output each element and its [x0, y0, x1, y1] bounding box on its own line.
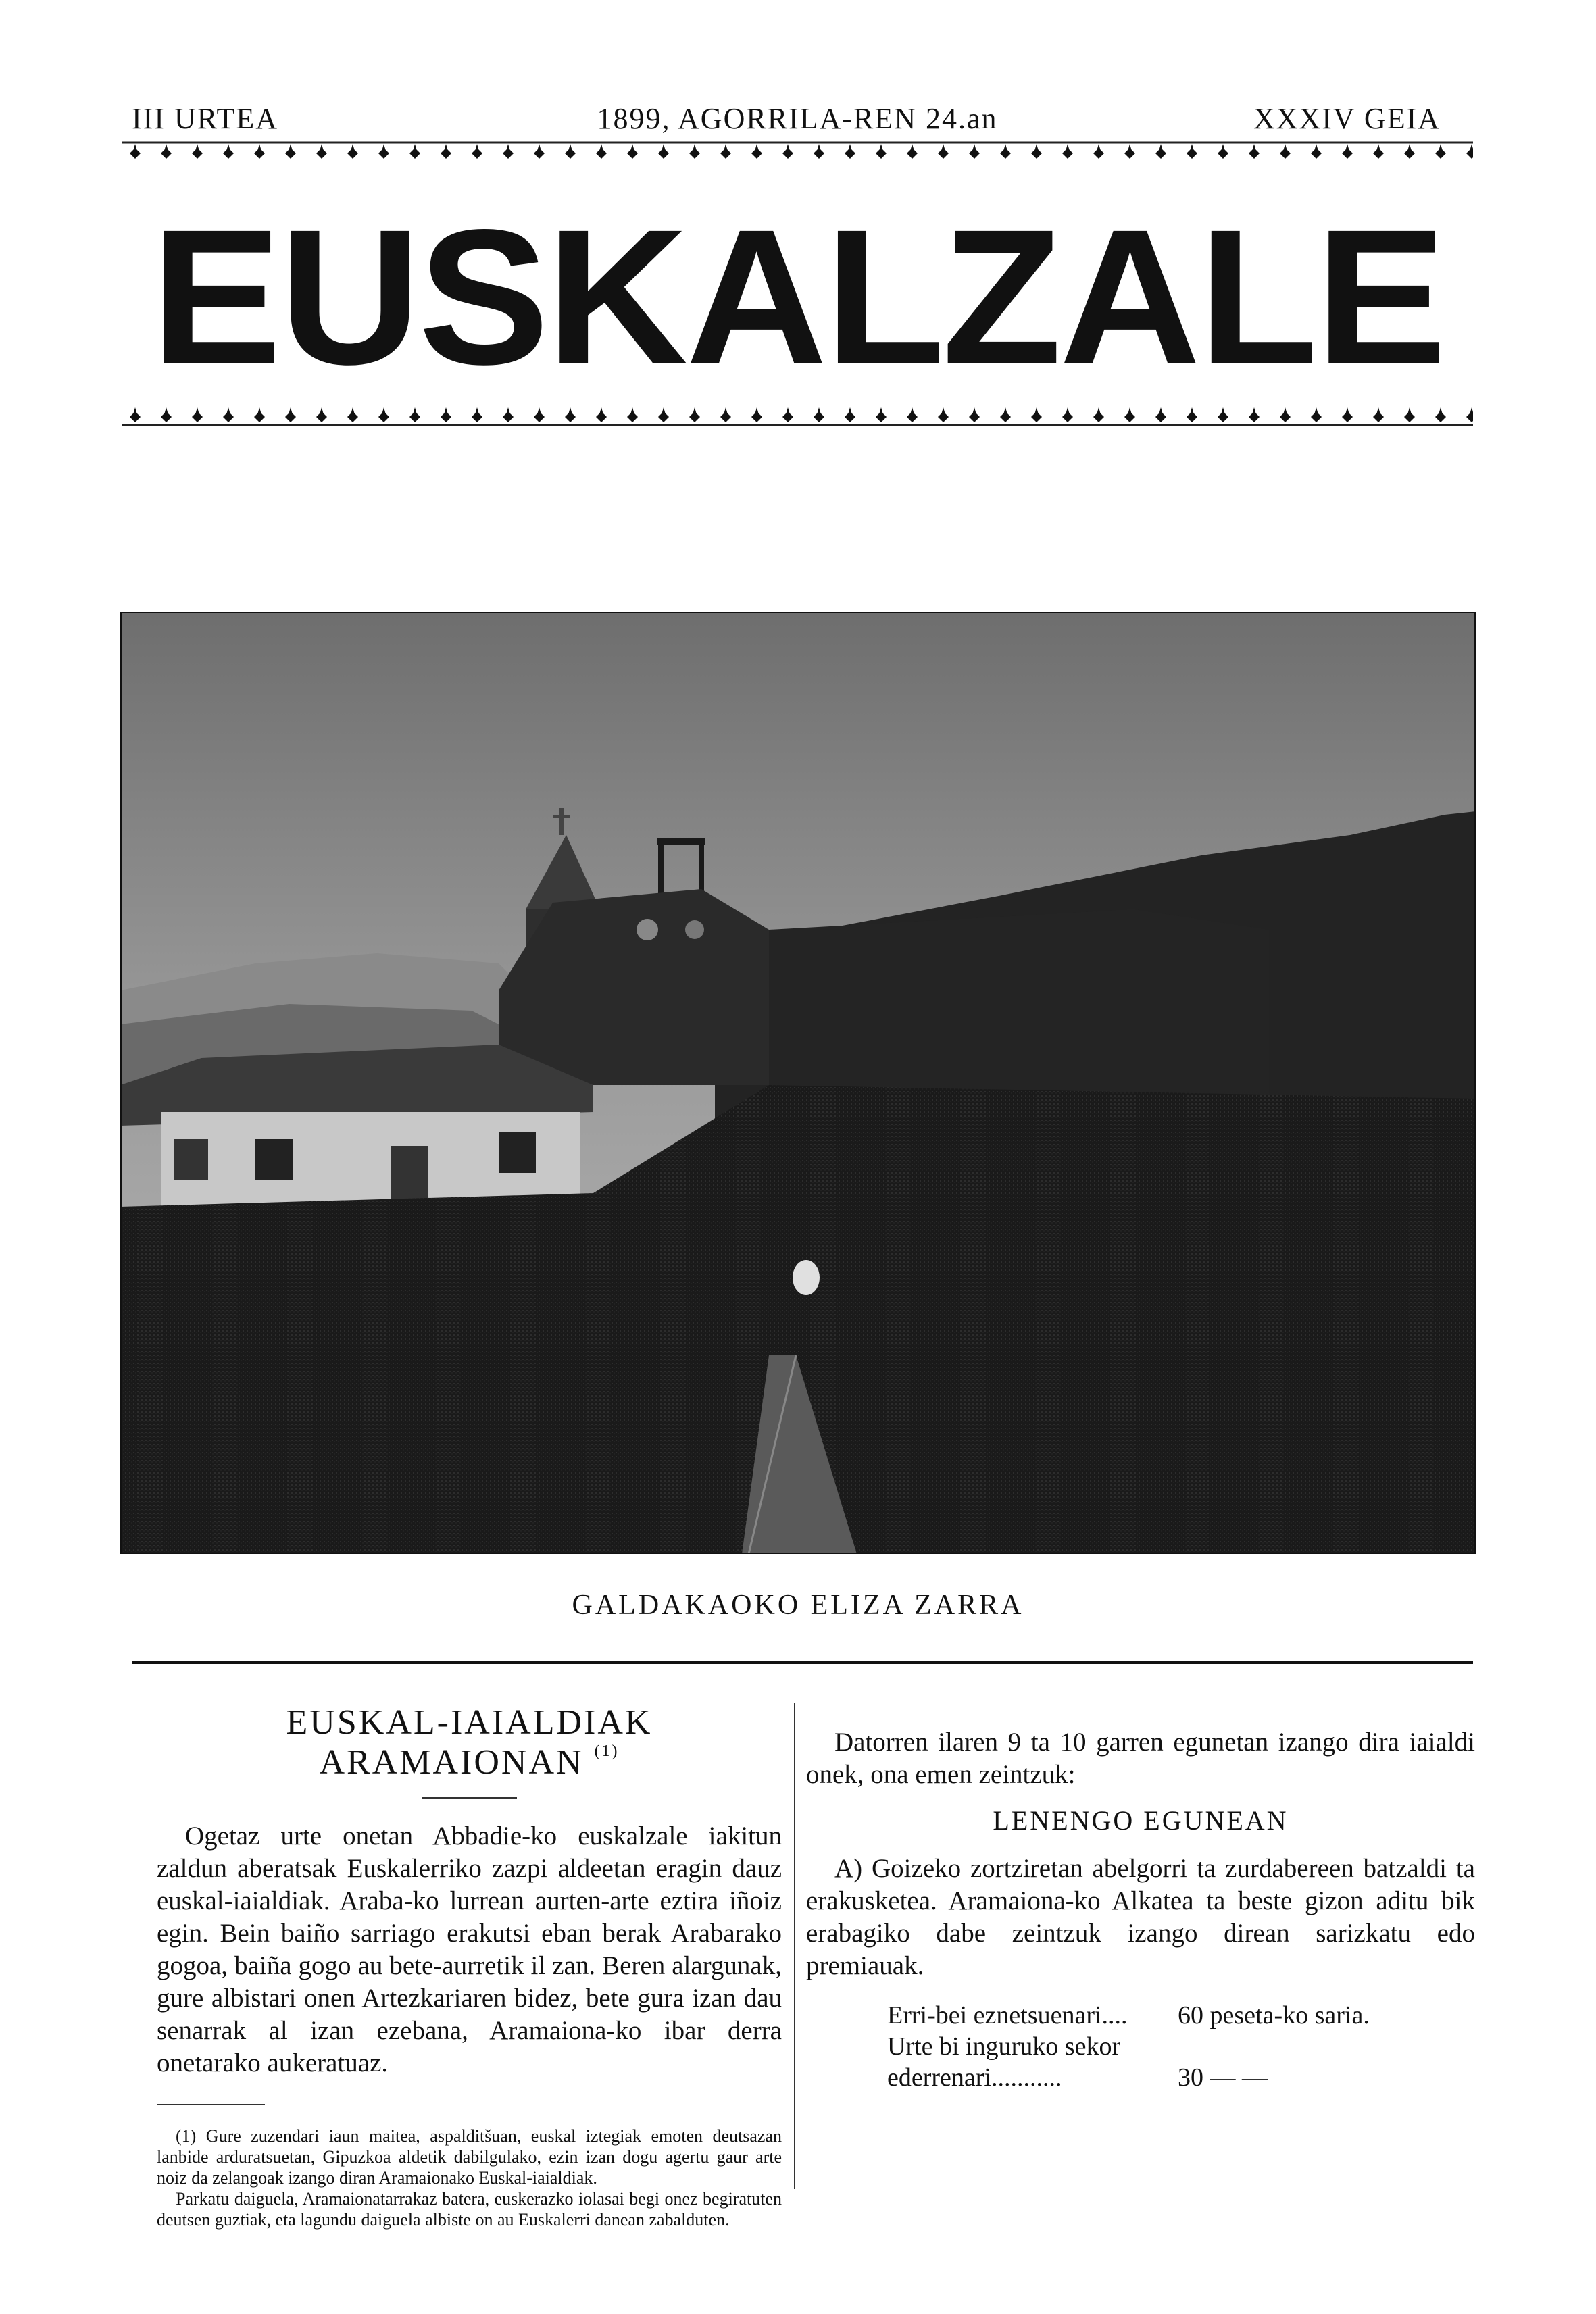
- ornament-glyph: [658, 144, 669, 159]
- ornament-glyph: [1342, 407, 1353, 422]
- ornament-glyph: [1093, 144, 1104, 159]
- ornament-glyph: [565, 407, 576, 422]
- ornament-glyph: [969, 144, 980, 159]
- ornament-glyph: [161, 144, 172, 159]
- ornament-glyph: [1373, 144, 1384, 159]
- ornament-glyph: [1000, 407, 1011, 422]
- ornament-glyph: [658, 407, 669, 422]
- ornament-glyph: [1218, 144, 1228, 159]
- ornament-glyph: [907, 407, 918, 422]
- left-column: [157, 1682, 782, 2230]
- ornament-glyph: [130, 144, 141, 159]
- volume-label: III URTEA: [132, 102, 278, 135]
- ornament-glyph: [876, 144, 887, 159]
- ornament-glyph: [1280, 407, 1291, 422]
- prize-label: ederrenari...........: [887, 2063, 1062, 2092]
- ornament-glyph: [1435, 144, 1446, 159]
- ornament-glyph: [534, 144, 545, 159]
- prize-label: Erri-bei eznetsuenari....: [887, 2001, 1128, 2030]
- ornament-glyph: [751, 407, 762, 422]
- ornament-glyph: [409, 407, 420, 422]
- ornament-glyph: [938, 144, 949, 159]
- ornament-glyph: [1249, 407, 1260, 422]
- ornament-glyph: [1404, 144, 1415, 159]
- ornament-glyph: [1249, 144, 1260, 159]
- ornament-glyph: [223, 144, 234, 159]
- ornament-glyph: [472, 144, 482, 159]
- ornament-glyph: [1031, 407, 1042, 422]
- ornament-glyph: [441, 144, 451, 159]
- prize-amount: 30 — —: [1178, 2063, 1268, 2092]
- ornament-glyph: [161, 407, 172, 422]
- ornament-glyph: [969, 407, 980, 422]
- ornament-glyph: [689, 144, 700, 159]
- ornament-glyph: [627, 144, 638, 159]
- ornament-glyph: [782, 144, 793, 159]
- ornament-glyph: [596, 144, 607, 159]
- ornament-glyph: [907, 144, 918, 159]
- ornament-glyph: [254, 407, 265, 422]
- ornament-glyph: [1031, 144, 1042, 159]
- issue-number: XXXIV GEIA: [1253, 102, 1441, 135]
- ornament-glyph: [1187, 407, 1197, 422]
- prize-label: Urte bi inguruko sekor: [887, 2032, 1121, 2061]
- ornament-glyph: [1404, 407, 1415, 422]
- ornament-glyph: [1311, 407, 1322, 422]
- section-divider: [132, 1661, 1473, 1664]
- ornament-glyph: [223, 407, 234, 422]
- ornament-glyph: [1218, 407, 1228, 422]
- ornament-glyph: [689, 407, 700, 422]
- ornament-glyph: [1155, 144, 1166, 159]
- ornament-glyph: [1062, 144, 1073, 159]
- ornament-glyph: [316, 407, 327, 422]
- ornament-glyph: [503, 407, 514, 422]
- ornament-glyph: [814, 144, 824, 159]
- ornament-glyph: [1466, 144, 1473, 159]
- ornament-glyph: [720, 407, 731, 422]
- ornament-glyph: [1311, 144, 1322, 159]
- ornament-glyph: [1093, 407, 1104, 422]
- ornament-glyph: [409, 144, 420, 159]
- ornament-glyph: [1155, 407, 1166, 422]
- article-subheading: LENENGO EGUNEAN: [993, 1805, 1289, 1836]
- ornament-glyph: [1124, 407, 1135, 422]
- article-paragraph-3: A) Goizeko zortziretan abelgorri ta zurdabereen batzaldi ta erakusketea. Aramaiona-ko Alkatea ta beste gizon aditu bik erabagiko dabe zeintzuk izango direan sarizkatu edo premiauak.: [806, 1854, 1475, 1980]
- article-title-text: EUSKAL-IAIALDIAK ARAMAIONAN: [286, 1703, 653, 1782]
- ornament-glyph: [285, 144, 296, 159]
- ornament-glyph: [347, 407, 358, 422]
- ornament-glyph: [627, 407, 638, 422]
- article-title: [157, 1703, 782, 1782]
- prize-amount: 60 peseta-ko saria.: [1178, 2001, 1370, 2030]
- ornament-glyph: [1187, 144, 1197, 159]
- ornament-glyph: [472, 407, 482, 422]
- photo-caption: GALDAKAOKO ELIZA ZARRA: [572, 1590, 1024, 1621]
- article-paragraph-2: Datorren ilaren 9 ta 10 garren egunetan izango dira iaialdi onek, ona emen zeintzuk:: [806, 1728, 1475, 1789]
- ornament-glyph: [378, 407, 389, 422]
- right-column: [806, 1726, 1475, 2093]
- column-divider: [794, 1703, 795, 2189]
- ornament-glyph: [845, 407, 855, 422]
- ornament-glyph: [534, 407, 545, 422]
- ornament-glyph: [1373, 407, 1384, 422]
- bottom-ornament-border: [122, 402, 1473, 429]
- footnote-rule: [157, 2104, 265, 2105]
- masthead-title: EUSKALZALE: [151, 190, 1444, 405]
- ornament-glyph: [1000, 144, 1011, 159]
- footnote-paragraph-2: Parkatu daiguela, Aramaionatarrakaz batera, euskerazko iolasai begi onez begiratuten deutsen guztiak, eta lagundu daiguela albiste on au Euskalerri danean zabalduten.: [157, 2189, 782, 2230]
- ornament-glyph: [130, 407, 141, 422]
- ornament-glyph: [441, 407, 451, 422]
- ornament-glyph: [596, 407, 607, 422]
- prize-row: [887, 2062, 1475, 2093]
- footnote-paragraph-1: (1) Gure zuzendari iaun maitea, aspalditšuan, euskal iztegiak emoten deutsazan lanbide arduratsuetan, Gipuzkoa aldetik dabilgulako, ezin izan dogu agertu gaur arte noiz da zelangoak izango diran Aramaionako Euskal-iaialdiak.: [157, 2126, 782, 2188]
- article-footnote-marker: (1): [594, 1742, 620, 1760]
- ornament-glyph: [782, 407, 793, 422]
- ornament-glyph: [1342, 144, 1353, 159]
- ornament-glyph: [285, 407, 296, 422]
- ornament-glyph: [565, 144, 576, 159]
- title-rule: [422, 1797, 517, 1799]
- ornament-glyph: [876, 407, 887, 422]
- ornament-glyph: [503, 144, 514, 159]
- ornament-glyph: [1280, 144, 1291, 159]
- ornament-glyph: [1124, 144, 1135, 159]
- ornament-glyph: [845, 144, 855, 159]
- prize-row: [887, 2031, 1475, 2062]
- ornament-glyph: [192, 144, 203, 159]
- prize-row: [887, 2000, 1475, 2031]
- ornament-glyph: [1062, 407, 1073, 422]
- ornament-glyph: [378, 144, 389, 159]
- ornament-glyph: [751, 144, 762, 159]
- church-photograph: [120, 612, 1476, 1554]
- ornament-glyph: [316, 144, 327, 159]
- ornament-glyph: [192, 407, 203, 422]
- ornament-glyph: [1466, 407, 1473, 422]
- ornament-glyph: [347, 144, 358, 159]
- top-ornament-border: [122, 139, 1473, 166]
- ornament-glyph: [814, 407, 824, 422]
- article-paragraph-1: Ogetaz urte onetan Abbadie-ko euskalzale iakitun zaldun aberatsak Euskalerriko zazpi aldeetan eragin dauz euskal-iaialdiak. Araba-ko lurrean aurten-arte eztira iñoiz egin. Bein baiño sarriago erakutsi eban berak Arabarako gogoa, baiña gogo au bete-aurretik il zan. Beren alargunak, gure albistari onen Artezkariaren bidez, bete gura izan dau senarrak al izan ezebana, Aramaiona-ko ibar derra onetarako aukeratuaz.: [157, 1821, 782, 2078]
- ornament-glyph: [254, 144, 265, 159]
- ornament-glyph: [720, 144, 731, 159]
- issue-date: 1899, AGORRILA-REN 24.an: [597, 102, 998, 135]
- ornament-glyph: [1435, 407, 1446, 422]
- ornament-glyph: [938, 407, 949, 422]
